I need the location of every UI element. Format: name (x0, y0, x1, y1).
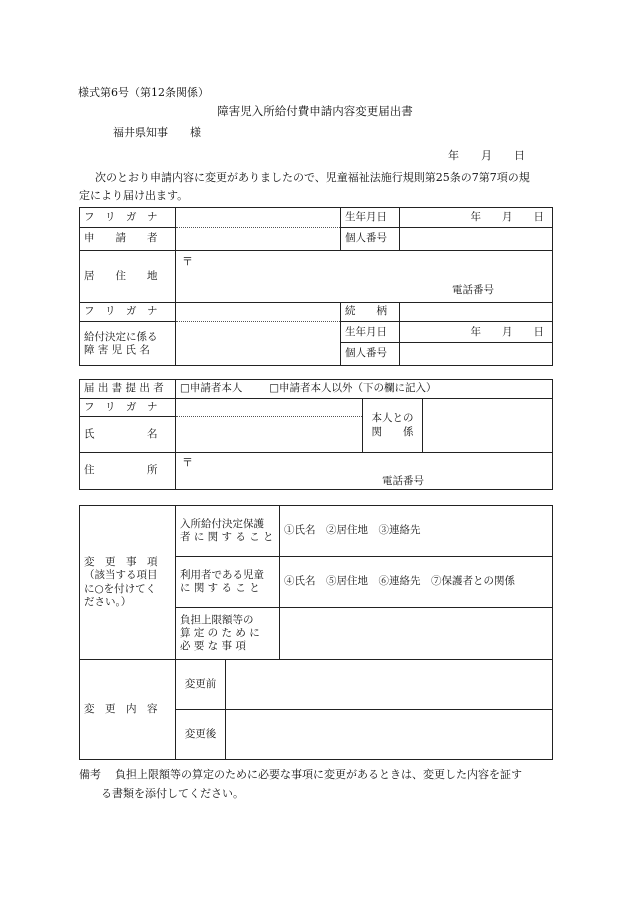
label-submitter: 届 出 書 提 出 者 (80, 380, 176, 399)
label-burden-items-line3: 必 要 な 事 項 (180, 640, 246, 653)
intro-text-line1: 次のとおり申請内容に変更がありましたので、児童福祉法施行規則第25条の7第7項の規 (95, 171, 530, 184)
child-furigana-field[interactable] (176, 302, 341, 322)
label-guardian-items (176, 506, 280, 557)
form-number: 様式第6号（第12条関係） (78, 86, 209, 99)
phone-label: 電話番号 (452, 283, 494, 296)
relationship-field[interactable] (400, 302, 553, 322)
note-label: 備考 (79, 768, 101, 781)
label-furigana-child: フ リ ガ ナ (80, 302, 176, 322)
label-child-name-line2: 障 害 児 氏 名 (84, 343, 150, 356)
relation-field[interactable] (423, 399, 553, 453)
note-line2: る書類を添付してください。 (101, 787, 244, 800)
label-submitter-name: 氏 名 (80, 417, 176, 453)
label-child-items (176, 557, 280, 608)
child-personal-number-field[interactable] (400, 343, 553, 366)
label-change-items-line2: （該当する項目 (84, 569, 158, 582)
submitter-table (79, 379, 553, 490)
label-change-contents: 変 更 内 容 (80, 660, 176, 760)
option-applicant-self[interactable]: □申請者本人 (180, 382, 243, 395)
label-child-items-line2: に 関 す る こ と (180, 582, 260, 594)
label-guardian-items-line2: 者 に 関 す る こ と (180, 531, 274, 543)
change-table (79, 505, 553, 760)
child-birth-date-field[interactable]: 年 月 日 (400, 322, 553, 343)
label-child-name (80, 322, 176, 366)
submitter-name-field[interactable] (176, 417, 363, 453)
burden-items-field[interactable] (280, 608, 553, 660)
page-title: 障害児入所給付費申請内容変更届出書 (217, 104, 413, 118)
applicant-personal-number-field[interactable] (400, 227, 553, 250)
label-after: 変更後 (176, 710, 226, 760)
label-relation (363, 399, 423, 453)
applicant-name-field[interactable] (176, 227, 341, 250)
label-birth-date-child: 生年月日 (341, 322, 400, 343)
label-residence: 居 住 地 (80, 250, 176, 302)
label-change-items-line4: ださい。） (84, 595, 132, 608)
residence-field[interactable] (176, 250, 553, 302)
label-furigana: フ リ ガ ナ (80, 208, 176, 228)
label-guardian-items-line1: 入所給付決定保護 (180, 517, 264, 530)
intro-text-line2: 定により届け出ます。 (79, 189, 189, 202)
postal-mark: 〒 (182, 254, 193, 268)
label-relation-line1: 本人との (371, 412, 414, 425)
label-child-items-line1: 利用者である児童 (180, 568, 264, 581)
submitter-options (176, 380, 553, 399)
submitter-postal-mark: 〒 (182, 456, 193, 469)
label-relation-line2: 関 係 (371, 425, 414, 438)
applicant-table (79, 207, 553, 366)
label-change-items-line1: 変 更 事 項 (84, 556, 158, 569)
label-personal-number-child: 個人番号 (341, 343, 400, 366)
label-personal-number: 個人番号 (341, 227, 400, 250)
label-before: 変更前 (176, 660, 226, 710)
child-options[interactable]: ④氏名 ⑤居住地 ⑥連絡先 ⑦保護者との関係 (280, 557, 553, 608)
submitter-address-field[interactable] (176, 453, 553, 490)
before-field[interactable] (226, 660, 553, 710)
note-line1: 負担上限額等の算定のために必要な事項に変更があるときは、変更した内容を証す (115, 768, 522, 781)
label-burden-items-line1: 負担上限額等の (180, 613, 254, 626)
label-change-items-line3: に○を付けてく (84, 582, 157, 595)
label-submitter-furigana: フ リ ガ ナ (80, 399, 176, 417)
label-applicant: 申 請 者 (80, 227, 176, 250)
label-child-name-line1: 給付決定に係る (84, 330, 158, 343)
submitter-phone-label: 電話番号 (382, 475, 424, 487)
after-field[interactable] (226, 710, 553, 760)
label-submitter-address: 住 所 (80, 453, 176, 490)
label-relationship: 続 柄 (341, 302, 400, 322)
applicant-furigana-field[interactable] (176, 208, 341, 228)
child-name-field[interactable] (176, 322, 341, 366)
applicant-birth-date-field[interactable]: 年 月 日 (400, 208, 553, 228)
submitter-furigana-field[interactable] (176, 399, 363, 417)
option-applicant-other[interactable]: □申請者本人以外（下の欄に記入） (269, 382, 437, 395)
addressee: 福井県知事 様 (113, 126, 201, 139)
label-burden-items (176, 608, 280, 660)
label-burden-items-line2: 算 定 の た め に (180, 626, 260, 639)
label-birth-date: 生年月日 (341, 208, 400, 228)
guardian-options[interactable]: ①氏名 ②居住地 ③連絡先 (280, 506, 553, 557)
label-change-items (80, 506, 176, 660)
submission-date: 年 月 日 (448, 149, 525, 162)
